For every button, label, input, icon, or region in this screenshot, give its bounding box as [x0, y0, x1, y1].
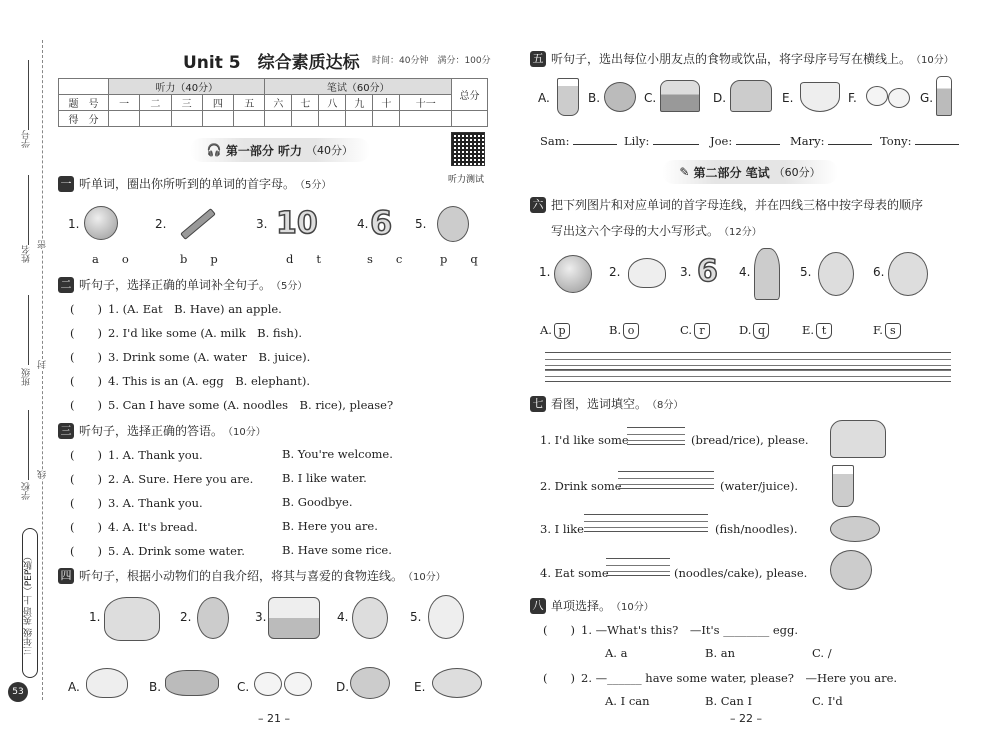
binding-cut-line [42, 40, 43, 700]
score-cell[interactable] [373, 111, 400, 127]
item-number: 1. [68, 217, 80, 231]
score-cell[interactable] [452, 111, 488, 127]
monkey-picture [197, 597, 229, 639]
milk-bottle-picture [936, 76, 952, 116]
letter-option: F. s [873, 323, 901, 339]
tiger-picture [352, 597, 388, 639]
score-col: 九 [346, 95, 373, 111]
letter-option: E. t [802, 323, 832, 339]
answer-four-line[interactable] [627, 427, 685, 445]
cut-mark-xian: 线 [38, 470, 48, 479]
item-number: 1. [539, 265, 551, 279]
fill-blank-tail: (bread/rice), please. [691, 433, 809, 447]
letter-option: B. o [609, 323, 639, 339]
answer-paren[interactable]: ( ) [70, 398, 102, 412]
gutter-label-class: 班级 [22, 368, 32, 386]
question-row: ( ) 3. Drink some (A. water B. juice). [70, 350, 311, 364]
part2-title: 第二部分 笔试 [693, 165, 770, 180]
number-six-picture: 6 [370, 204, 393, 242]
juice-picture [832, 465, 854, 507]
item-number: 2. [180, 610, 192, 624]
section-number: 五 [530, 51, 546, 67]
option-letter: A. [538, 91, 550, 105]
score-cell[interactable] [109, 111, 140, 127]
choice-a: A. I can [605, 694, 650, 708]
score-col: 十 [373, 95, 400, 111]
meat-picture [604, 82, 636, 112]
juice-picture [557, 78, 579, 116]
exam-meta: 时间：40分钟 满分：100分 [372, 56, 491, 66]
score-col: 二 [140, 95, 171, 111]
rice-bowl-picture [628, 258, 666, 288]
section-4-title: 听句子，根据小动物们的自我介绍，将其与喜爱的食物连线。 [79, 569, 404, 583]
gutter-underline [28, 410, 29, 480]
section-points: （12分） [719, 227, 762, 238]
section-points: （10分） [403, 572, 446, 583]
section-4-header [58, 567, 446, 584]
brand-logo: 53 [8, 682, 28, 702]
answer-line: Lily: [624, 134, 699, 148]
headphone-icon: 🎧 [206, 143, 222, 157]
question-row: ( ) 4. This is an (A. egg B. elephant). [70, 374, 311, 388]
item-options: s c [367, 252, 403, 266]
section-number: 四 [58, 568, 74, 584]
answer-blank[interactable] [828, 144, 872, 145]
fill-blank-row: 1. I'd like some [540, 433, 629, 447]
answer-paren[interactable]: ( ) [543, 623, 575, 637]
handwriting-lines[interactable] [545, 364, 951, 382]
section-number: 三 [58, 423, 74, 439]
choice-b: B. Can I [705, 694, 753, 708]
row-label-score: 得 分 [59, 111, 109, 127]
score-table [58, 78, 488, 127]
page-title: Unit 5 综合素质达标 [183, 53, 360, 73]
answer-paren[interactable]: ( ) [70, 448, 102, 462]
score-group-written: 笔试（60分） [265, 79, 452, 95]
gutter-label-school: 学校 [22, 482, 32, 500]
option-b: B. Goodbye. [282, 495, 353, 509]
question-row: ( ) 5. Can I have some (A. noodles B. rice), please? [70, 398, 394, 412]
egg-picture [284, 672, 312, 696]
answer-paren[interactable]: ( ) [70, 496, 102, 510]
option-letter: B. [588, 91, 601, 105]
pencil-icon: ✎ [679, 165, 690, 179]
food-option-letter: D. [336, 680, 350, 694]
rice-bowl-picture [86, 668, 128, 698]
option-b: B. I like water. [282, 471, 367, 485]
fill-blank-tail: (fish/noodles). [715, 522, 798, 536]
section-points: （10分） [223, 427, 266, 438]
score-cell[interactable] [319, 111, 346, 127]
fill-blank-row: 3. I like [540, 522, 584, 536]
answer-four-line[interactable] [606, 558, 670, 576]
option-letter: F. [848, 91, 857, 105]
item-number: 3. [256, 217, 268, 231]
item-number: 6. [873, 265, 885, 279]
question-row: ( ) 2. A. Sure. Here you are. [70, 472, 254, 486]
cut-mark-feng: 封 [38, 360, 48, 369]
orange-picture [84, 206, 118, 240]
fish-plate-picture [432, 668, 482, 698]
section-points: （10分） [911, 55, 954, 66]
letter-option: A. p [540, 323, 570, 339]
section-3-header [58, 422, 266, 439]
item-options: a o [92, 252, 129, 266]
dog-picture [428, 595, 464, 639]
question-row: ( ) 2. I'd like some (A. milk B. fish). [70, 326, 303, 340]
section-6-title: 把下列图片和对应单词的首字母连线，并在四线三格中按字母表的顺序 [551, 198, 924, 212]
section-5-title: 听句子，选出每位小朋友点的食物或饮品，将字母序号写在横线上。 [551, 52, 912, 66]
item-options: d t [286, 252, 321, 266]
gutter-underline [28, 175, 29, 245]
fill-blank-tail: (noodles/cake), please. [674, 566, 808, 580]
choice-b: B. an [705, 646, 736, 660]
answer-paren[interactable]: ( ) [70, 326, 102, 340]
score-col: 三 [171, 95, 202, 111]
option-b: B. Here you are. [282, 519, 378, 533]
answer-blank[interactable] [573, 144, 617, 145]
score-group-listening: 听力（40分） [109, 79, 265, 95]
question-row: ( ) 1. —What's this? —It's ________ egg. [543, 623, 799, 637]
food-option-letter: C. [237, 680, 250, 694]
gutter-underline [28, 295, 29, 365]
section-1-header [58, 175, 331, 192]
item-number: 4. [739, 265, 751, 279]
answer-paren[interactable]: ( ) [70, 350, 102, 364]
score-col: 十一 [400, 95, 452, 111]
item-number: 2. [155, 217, 167, 231]
cake-picture [830, 550, 872, 590]
page-number-right: – 22 – [730, 712, 762, 725]
tiger-picture [888, 252, 928, 296]
question-row: ( ) 3. A. Thank you. [70, 496, 203, 510]
answer-paren[interactable]: ( ) [70, 544, 102, 558]
score-cell[interactable] [202, 111, 233, 127]
section-2-title: 听句子，选择正确的单词补全句子。 [79, 278, 272, 292]
girl-picture [437, 206, 469, 242]
gutter-underline [28, 60, 29, 130]
option-letter: C. [644, 91, 657, 105]
answer-line: Mary: [790, 134, 872, 148]
part1-title: 第一部分 听力 [225, 143, 303, 158]
mouse-picture [818, 252, 854, 296]
answer-paren[interactable]: ( ) [70, 472, 102, 486]
orange-picture [554, 255, 592, 293]
part1-banner [190, 138, 370, 162]
cut-mark-mi: 密 [38, 240, 48, 249]
answer-blank[interactable] [653, 144, 699, 145]
score-col: 四 [202, 95, 233, 111]
item-number: 4. [357, 217, 369, 231]
number-six-picture: 6 [697, 254, 718, 289]
option-letter: D. [713, 91, 727, 105]
choice-c: C. / [812, 646, 832, 660]
bread-picture [165, 670, 219, 696]
option-letter: E. [782, 91, 794, 105]
cake-picture [350, 667, 390, 699]
bread-loaf-picture [730, 80, 772, 112]
score-col: 八 [319, 95, 346, 111]
score-cell[interactable] [234, 111, 265, 127]
option-letter: G. [920, 91, 934, 105]
section-points: （5分） [295, 180, 332, 191]
question-row: ( ) 1. (A. Eat B. Have) an apple. [70, 302, 282, 316]
part2-banner [662, 160, 838, 184]
question-row: ( ) 4. A. It's bread. [70, 520, 198, 534]
section-number: 二 [58, 277, 74, 293]
qr-code[interactable] [451, 132, 485, 166]
part2-points: （60分） [773, 166, 821, 179]
question-row: ( ) 5. A. Drink some water. [70, 544, 245, 558]
item-number: 5. [800, 265, 812, 279]
egg-picture [254, 672, 282, 696]
food-option-letter: B. [149, 680, 162, 694]
letter-option: C. r [680, 323, 710, 339]
section-6-header-line2: 写出这六个字母的大小写形式。 （12分） [551, 224, 762, 238]
question-row: ( ) 2. —______ have some water, please? —Here you are. [543, 671, 898, 685]
option-b: B. You're welcome. [282, 447, 393, 461]
score-col: 七 [292, 95, 319, 111]
section-number: 七 [530, 396, 546, 412]
section-8-header [530, 597, 654, 614]
pen-picture [180, 208, 216, 240]
score-cell[interactable] [140, 111, 171, 127]
fish-plate-picture [830, 516, 880, 542]
score-cell[interactable] [400, 111, 452, 127]
item-options: p q [440, 252, 478, 266]
score-cell[interactable] [171, 111, 202, 127]
section-2-header [58, 276, 307, 293]
fill-blank-row: 2. Drink some [540, 479, 622, 493]
section-number: 六 [530, 197, 546, 213]
score-col: 五 [234, 95, 265, 111]
answer-four-line[interactable] [618, 471, 714, 489]
egg-picture [866, 86, 888, 106]
score-cell[interactable] [292, 111, 319, 127]
answer-blank[interactable] [736, 144, 780, 145]
item-number: 3. [255, 610, 267, 624]
item-number: 2. [609, 265, 621, 279]
score-cell[interactable] [265, 111, 292, 127]
item-number: 5. [415, 217, 427, 231]
section-6-header [530, 196, 923, 213]
item-number: 4. [337, 610, 349, 624]
section-8-title: 单项选择。 [551, 599, 612, 613]
section-number: 八 [530, 598, 546, 614]
answer-paren[interactable]: ( ) [70, 520, 102, 534]
item-number: 3. [680, 265, 692, 279]
number-ten-picture: 10 [276, 206, 318, 241]
part1-points: （40分） [306, 144, 354, 157]
section-points: （5分） [271, 281, 308, 292]
queen-picture [754, 248, 780, 300]
score-col: 一 [109, 95, 140, 111]
answer-paren[interactable]: ( ) [70, 302, 102, 316]
noodles-picture [800, 82, 840, 112]
bread-picture [830, 420, 886, 458]
section-7-header [530, 395, 683, 412]
fill-blank-tail: (water/juice). [720, 479, 799, 493]
answer-line: Joe: [710, 134, 780, 148]
answer-blank[interactable] [915, 144, 959, 145]
row-label-question: 题 号 [59, 95, 109, 111]
answer-paren[interactable]: ( ) [543, 671, 575, 685]
choice-a: A. a [605, 646, 628, 660]
question-row: ( ) 1. A. Thank you. [70, 448, 203, 462]
score-col: 六 [265, 95, 292, 111]
item-number: 5. [410, 610, 422, 624]
score-cell[interactable] [346, 111, 373, 127]
item-options: b p [180, 252, 218, 266]
food-option-letter: E. [414, 680, 426, 694]
section-points: （10分） [611, 602, 654, 613]
section-points: （8分） [647, 400, 684, 411]
item-number: 1. [89, 610, 101, 624]
score-total-header: 总分 [452, 79, 488, 111]
cake-slice-picture [660, 80, 700, 112]
answer-paren[interactable]: ( ) [70, 374, 102, 388]
option-b: B. Have some rice. [282, 543, 392, 557]
book-brand-label: 三年级 英语 上（PEP版） [22, 528, 38, 678]
section-5-header [530, 50, 954, 67]
answer-line: Tony: [880, 134, 959, 148]
section-7-title: 看图，选词填空。 [551, 397, 648, 411]
gutter-label-student-id: 学号 [22, 130, 32, 148]
pig-picture [268, 597, 320, 639]
answer-four-line[interactable] [584, 514, 708, 532]
section-number: 一 [58, 176, 74, 192]
food-option-letter: A. [68, 680, 80, 694]
qr-label: 听力测试 [448, 175, 485, 185]
choice-c: C. I'd [812, 694, 843, 708]
letter-option: D. q [739, 323, 769, 339]
page-number-left: – 21 – [258, 712, 290, 725]
section-1-title: 听单词，圈出你所听到的单词的首字母。 [79, 177, 296, 191]
section-3-title: 听句子，选择正确的答语。 [79, 424, 224, 438]
egg-picture [888, 88, 910, 108]
cat-picture [104, 597, 160, 641]
gutter-label-name: 姓名 [22, 245, 32, 263]
answer-line: Sam: [540, 134, 617, 148]
fill-blank-row: 4. Eat some [540, 566, 609, 580]
